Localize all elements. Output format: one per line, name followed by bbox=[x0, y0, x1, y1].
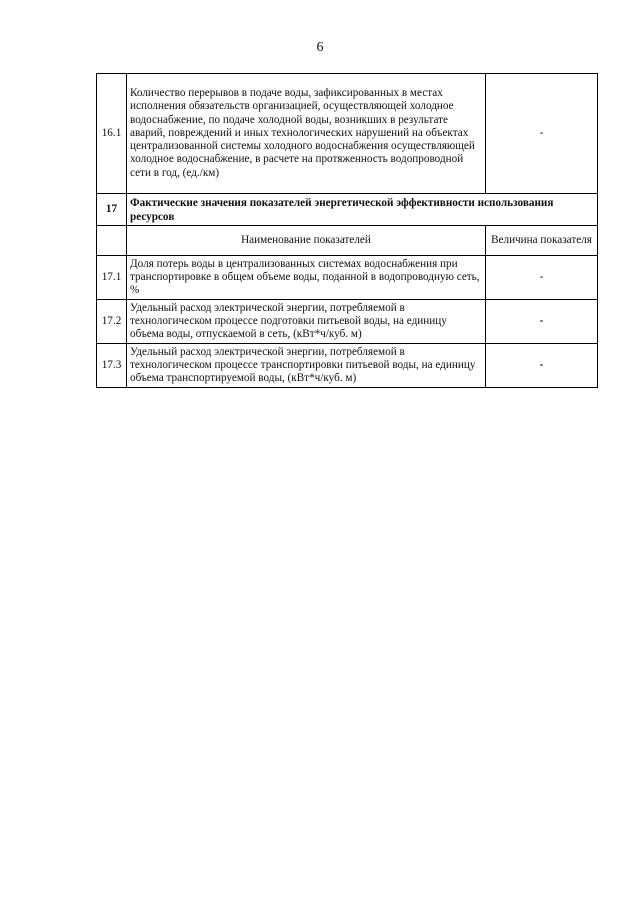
indicator-value: - bbox=[486, 74, 598, 194]
page-number: 6 bbox=[316, 40, 324, 55]
row-number: 17.2 bbox=[97, 300, 127, 344]
indicator-name: Доля потерь воды в централизованных системах водоснабжения при транспортировке в общем объеме воды, поданной в водопроводную сеть, % bbox=[127, 256, 486, 300]
header-value-cell: Величина показателя bbox=[486, 226, 598, 256]
indicator-value: - bbox=[486, 256, 598, 300]
header-number-cell bbox=[97, 226, 127, 256]
indicators-table bbox=[96, 73, 598, 388]
indicator-value: - bbox=[486, 300, 598, 344]
row-number: 17.3 bbox=[97, 344, 127, 388]
header-name-cell: Наименование показателей bbox=[127, 226, 486, 256]
section-title: Фактические значения показателей энергетической эффективности использования ресурсов bbox=[127, 194, 598, 226]
row-number: 17.1 bbox=[97, 256, 127, 300]
header-row bbox=[97, 226, 598, 256]
indicator-name: Удельный расход электрической энергии, потребляемой в технологическом процессе подготовки питьевой воды, на единицу объема воды, отпускаемой в сеть, (кВт*ч/куб. м) bbox=[127, 300, 486, 344]
row-number: 16.1 bbox=[97, 74, 127, 194]
section-row bbox=[97, 194, 598, 226]
table-row bbox=[97, 256, 598, 300]
indicator-value: - bbox=[486, 344, 598, 388]
table-row bbox=[97, 344, 598, 388]
indicator-name: Удельный расход электрической энергии, потребляемой в технологическом процессе транспортировки питьевой воды, на единицу объема транспортируемой воды, (кВт*ч/куб. м) bbox=[127, 344, 486, 388]
table-row bbox=[97, 300, 598, 344]
indicator-name: Количество перерывов в подаче воды, зафиксированных в местах исполнения обязательств организацией, осуществляющей холодное водоснабжение, по подаче холодной воды, возникших в результате аварий, повреждений и иных технологических нарушений на объектах централизованной системы холодного водоснабжения осуществляющей холодное водоснабжение, в расчете на протяженность водопроводной сети в год, (ед./км) bbox=[127, 74, 486, 194]
section-number: 17 bbox=[97, 194, 127, 226]
table-row bbox=[97, 74, 598, 194]
